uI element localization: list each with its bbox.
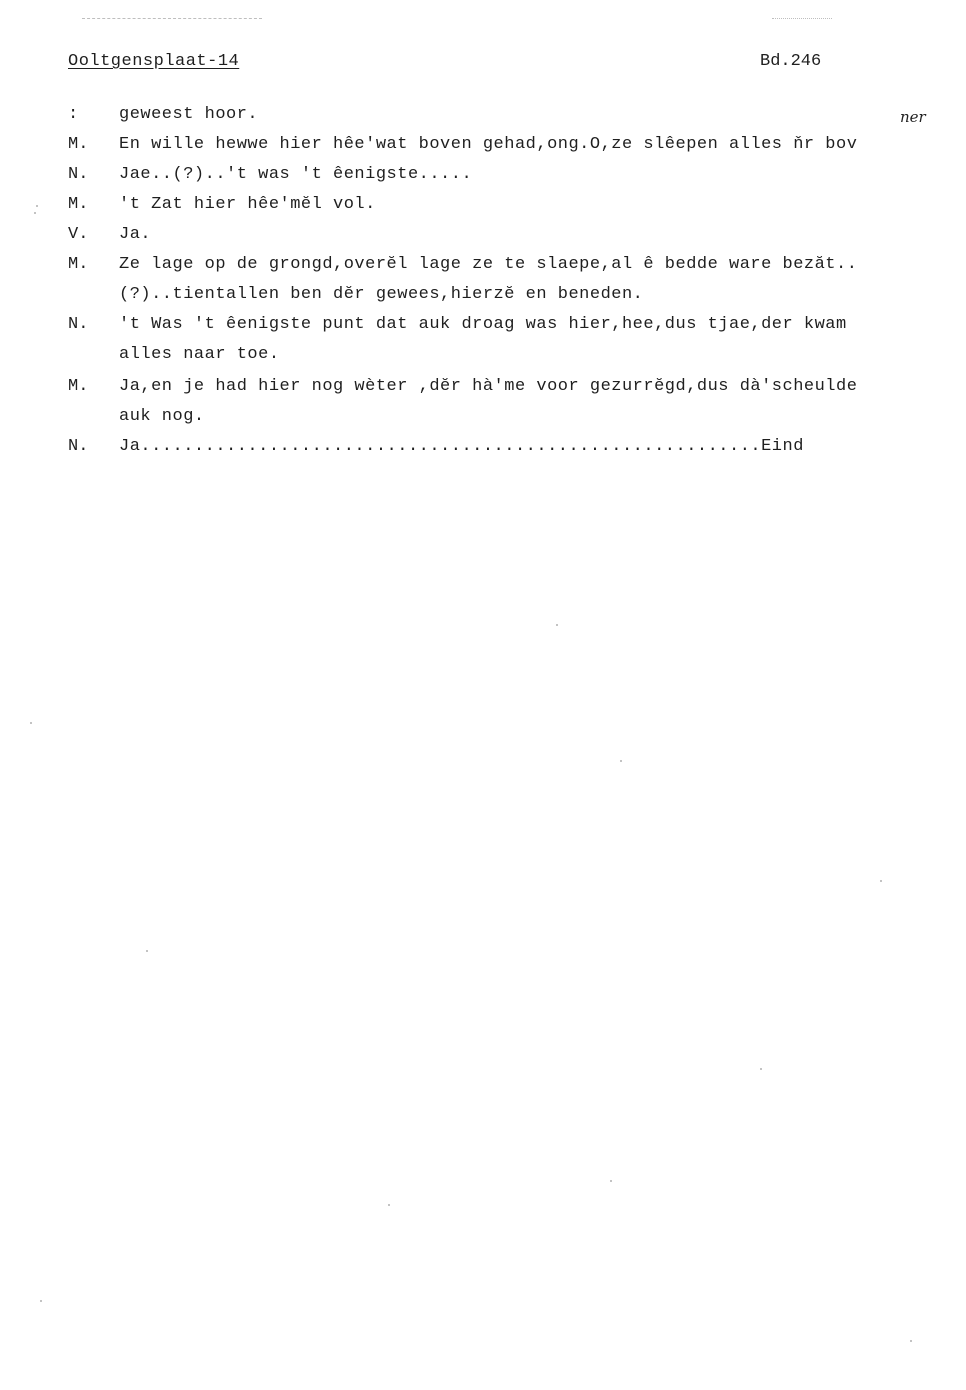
transcript-line [0, 345, 966, 375]
line-text: auk nog. [119, 407, 205, 426]
speaker-label: V. [68, 225, 89, 244]
header-smudge [82, 18, 262, 25]
speaker-label: N. [68, 165, 89, 184]
line-text: Ja..........................................................Eind [119, 437, 804, 456]
line-text: Ze lage op de grongd,overĕl lage ze te slaepe,al ê bedde ware bezăt.. [119, 255, 858, 274]
speck [760, 1068, 762, 1070]
speck [30, 722, 32, 724]
speck [610, 1180, 612, 1182]
speaker-label: M. [68, 195, 89, 214]
speck [40, 1300, 42, 1302]
speck [146, 950, 148, 952]
transcript-line [0, 135, 966, 165]
speaker-label: M. [68, 135, 89, 154]
speck [620, 760, 622, 762]
speaker-label: M. [68, 377, 89, 396]
line-text: 't Zat hier hêe'mĕl vol. [119, 195, 376, 214]
speck [36, 205, 38, 207]
speaker-label: N. [68, 315, 89, 334]
line-text: (?)..tientallen ben dĕr gewees,hierzĕ en beneden. [119, 285, 644, 304]
speck [556, 624, 558, 626]
line-text: alles naar toe. [119, 345, 280, 364]
speck [880, 880, 882, 882]
transcript-line [0, 407, 966, 437]
speaker-label: N. [68, 437, 89, 456]
transcript-line [0, 285, 966, 315]
line-text: Ja. [119, 225, 152, 244]
transcript-line [0, 105, 966, 135]
line-text: En wille hewwe hier hêe'wat boven gehad,ong.O,ze slêepen alles ňr bov [119, 135, 858, 154]
transcript-line [0, 315, 966, 345]
speaker-label: M. [68, 255, 89, 274]
handwritten-annotation: ner [900, 108, 926, 126]
transcript-line [0, 165, 966, 195]
document-title: Ooltgensplaat-14 [68, 52, 240, 71]
transcript-line [0, 437, 966, 467]
transcript-line [0, 225, 966, 255]
transcript-line [0, 195, 966, 225]
transcript-line [0, 255, 966, 285]
transcript-line [0, 377, 966, 407]
line-text: geweest hoor. [119, 105, 259, 124]
header-smudge-right [772, 18, 832, 25]
speaker-label: : [68, 105, 79, 124]
line-text: 't Was 't êenigste punt dat auk droag was hier,hee,dus tjae,der kwam [119, 315, 847, 334]
speck [388, 1204, 390, 1206]
line-text: Jae..(?)..'t was 't êenigste..... [119, 165, 473, 184]
speck [910, 1340, 912, 1342]
page-reference: Bd.246 [760, 52, 822, 71]
line-text: Ja,en je had hier nog wèter ,dĕr hà'me voor gezurrĕgd,dus dà'scheulde [119, 377, 858, 396]
speck [34, 212, 36, 214]
